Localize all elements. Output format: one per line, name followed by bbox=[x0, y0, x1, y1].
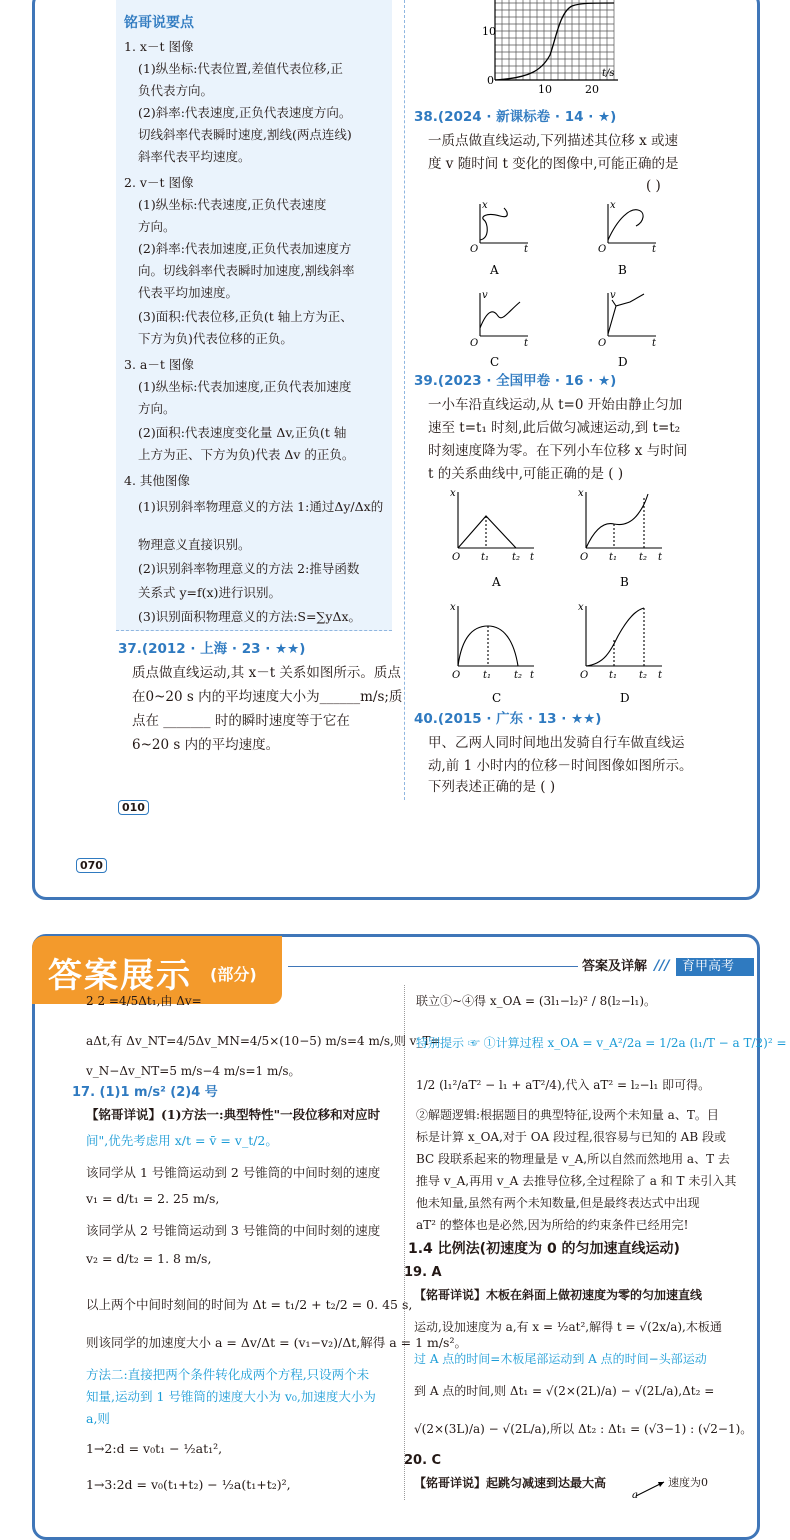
column-divider bbox=[404, 0, 405, 800]
tip-line: 切线斜率代表瞬时速度,割线(两点连线) bbox=[138, 127, 352, 142]
graph-x20-label: 20 bbox=[585, 83, 599, 96]
tip-line: 方向。 bbox=[138, 401, 176, 416]
tip-title: 铭哥说要点 bbox=[124, 15, 194, 31]
right-line-8: 他未知量,虽然有两个未知数量,但是最终表达式中出现 bbox=[416, 1196, 700, 1210]
page-number-inner: 010 bbox=[118, 800, 149, 815]
tip-line: 上方为正、下方为负)代表 Δv 的正负。 bbox=[138, 447, 355, 462]
q38-option-b: B bbox=[618, 263, 627, 277]
q38-option-a: A bbox=[490, 263, 499, 277]
q39-option-c: C bbox=[492, 691, 502, 705]
q20-arrow-diagram bbox=[630, 1476, 670, 1500]
q17-line-11: a,则 bbox=[86, 1411, 110, 1426]
tip-line: 物理意义直接识别。 bbox=[138, 537, 251, 552]
q17-line-13: 1→3:2d = v₀(t₁+t₂) − ½a(t₁+t₂)², bbox=[86, 1477, 291, 1492]
right-line-4: ②解题逻辑:根据题目的典型特征,设两个未知量 a、T。目 bbox=[416, 1108, 719, 1122]
graph-x0-label: 0 bbox=[487, 74, 494, 87]
tip-line: 方向。 bbox=[138, 219, 176, 234]
q38-head: 38.(2024 · 新课标卷 · 14 · ★) bbox=[414, 109, 617, 125]
q38d-t: t bbox=[652, 338, 657, 349]
q17-line-4: v₁ = d/t₁ = 2. 25 m/s, bbox=[86, 1191, 220, 1206]
q39-line-3: 时刻速度降为零。在下列小车位移 x 与时间 bbox=[428, 443, 688, 459]
q38-options bbox=[460, 198, 670, 373]
q39c-t2: t₂ bbox=[514, 670, 523, 681]
q39a-t1: t₁ bbox=[481, 552, 490, 563]
right-line-9: aT² 的整体也是必然,因为所给的约束条件已经用完! bbox=[416, 1218, 689, 1232]
q40-line-2: 动,前 1 小时内的位移－时间图像如图所示。 bbox=[428, 758, 693, 774]
right-line-3: 1/2 (l₁²/aT² − l₁ + aT²/4),代入 aT² = l₂−l₁ 即可得。 bbox=[416, 1078, 711, 1092]
q39a-o: O bbox=[452, 552, 461, 563]
tip-line: 2. v－t 图像 bbox=[124, 175, 194, 190]
q40-head: 40.(2015 · 广东 · 13 · ★★) bbox=[414, 711, 602, 727]
q20-a-label: a bbox=[632, 1490, 638, 1500]
q39-option-d: D bbox=[620, 691, 630, 705]
graph-y10-label: 10 bbox=[482, 25, 496, 38]
q37-xt-graph bbox=[470, 0, 630, 96]
q17-line-5: 该同学从 2 号锥筒运动到 3 号锥筒的中间时刻的速度 bbox=[86, 1223, 381, 1238]
q40-line-1: 甲、乙两人同时间地出发骑自行车做直线运 bbox=[428, 735, 685, 751]
q37-line: 在0~20 s 内的平均速度大小为______m/s;质 bbox=[132, 689, 403, 705]
left-line-3: v_N−Δv_NT=5 m/s−4 m/s=1 m/s。 bbox=[86, 1064, 301, 1078]
q39b-t1: t₁ bbox=[609, 552, 618, 563]
page-number-outer: 070 bbox=[76, 858, 107, 873]
graph-xunit-label: t/s bbox=[602, 68, 615, 79]
q39d-x: x bbox=[578, 602, 584, 613]
tip-line: 负代表方向。 bbox=[138, 83, 214, 98]
q39a-t2: t₂ bbox=[512, 552, 521, 563]
q39c-t: t bbox=[530, 670, 535, 681]
q17-line-3: 该同学从 1 号锥筒运动到 2 号锥筒的中间时刻的速度 bbox=[86, 1165, 381, 1180]
right-line-1: 联立①~④得 x_OA = (3l₁−l₂)² / 8(l₂−l₁)。 bbox=[416, 994, 657, 1008]
left-line-2: aΔt,有 Δv_NT=4/5Δv_MN=4/5×(10−5) m/s=4 m/s,则 v_T= bbox=[86, 1034, 441, 1048]
q17-line-7: 以上两个中间时刻间的时间为 Δt = t₁/2 + t₂/2 = 0. 45 s, bbox=[86, 1297, 413, 1312]
q17-line-1: 【铭哥详说】(1)方法一:典型特性"一段位移和对应时 bbox=[86, 1107, 381, 1122]
q39b-t: t bbox=[658, 552, 663, 563]
q39c-o: O bbox=[452, 670, 461, 681]
header-rule bbox=[288, 966, 578, 967]
right-line-6: BC 段联系起来的物理量是 v_A,所以自然而然地用 a、T 去 bbox=[416, 1152, 730, 1166]
q19-line-3: 过 A 点的时间=木板尾部运动到 A 点的时间−头部运动 bbox=[414, 1352, 707, 1366]
brand-slash-icon: /// bbox=[654, 958, 670, 974]
q19-line-2: 运动,设加速度为 a,有 x = ½at²,解得 t = √(2x/a),木板通 bbox=[414, 1320, 722, 1334]
q39-option-a: A bbox=[492, 575, 501, 589]
q39a-x: x bbox=[450, 488, 456, 499]
q39-line-2: 速至 t=t₁ 时刻,此后做匀减速运动,到 t=t₂ bbox=[428, 420, 681, 436]
xt-curve bbox=[495, 3, 614, 80]
q38-option-c: C bbox=[490, 355, 500, 369]
q39d-t2: t₂ bbox=[639, 670, 648, 681]
q38c-t: t bbox=[524, 338, 529, 349]
brand-text: 育甲高考 bbox=[682, 959, 735, 974]
q17-line-12: 1→2:d = v₀t₁ − ½at₁², bbox=[86, 1441, 223, 1456]
q17-line-6: v₂ = d/t₂ = 1. 8 m/s, bbox=[86, 1251, 212, 1266]
q38c-v: v bbox=[482, 290, 488, 301]
q39b-x: x bbox=[578, 488, 584, 499]
tip-line: 下方为负)代表位移的正负。 bbox=[138, 331, 293, 346]
tip-line: (2)识别斜率物理意义的方法 2:推导函数 bbox=[138, 561, 360, 576]
right-line-7: 推导 v_A,再用 v_A 去推导位移,全过程除了 a 和 T 未引入其 bbox=[416, 1174, 737, 1188]
left-line-1: 2 2 =4/5Δt₁,由 Δv= bbox=[86, 994, 202, 1008]
q39d-t: t bbox=[658, 670, 663, 681]
q38d-v: v bbox=[610, 290, 616, 301]
q39d-o: O bbox=[580, 670, 589, 681]
q38d-o: O bbox=[598, 338, 607, 349]
q38c-o: O bbox=[470, 338, 479, 349]
right-line-2: 特别提示 ☞ ①计算过程 x_OA = v_A²/2a = 1/2a (l₁/T − a T/2)² = bbox=[416, 1036, 787, 1050]
tip-line: (3)识别面积物理意义的方法:S=∑yΔx。 bbox=[138, 609, 362, 624]
q39c-t1: t₁ bbox=[483, 670, 492, 681]
q38a-o: O bbox=[470, 244, 479, 255]
q38b-t: t bbox=[652, 244, 657, 255]
q39d-t1: t₁ bbox=[609, 670, 618, 681]
q17-line-8: 则该同学的加速度大小 a = Δv/Δt = (v₁−v₂)/Δt,解得 a = 1 m/s²。 bbox=[86, 1335, 467, 1350]
q17-line-10: 知量,运动到 1 号锥筒的速度大小为 v₀,加速度大小为 bbox=[86, 1389, 376, 1404]
right-line-5: 标是计算 x_OA,对于 OA 段过程,很容易与已知的 AB 段或 bbox=[416, 1130, 726, 1144]
q39-option-b: B bbox=[620, 575, 629, 589]
q38-line-1: 一质点做直线运动,下列描述其位移 x 或速 bbox=[428, 133, 678, 149]
tip-line: (1)识别斜率物理意义的方法 1:通过Δy/Δx的 bbox=[138, 499, 384, 514]
tip-line: 3. a－t 图像 bbox=[124, 357, 194, 372]
section-title: 1.4 比例法(初速度为 0 的匀加速直线运动) bbox=[408, 1241, 680, 1257]
q39a-t: t bbox=[530, 552, 535, 563]
q38-option-d: D bbox=[618, 355, 628, 369]
banner-main-text: 答案展示 bbox=[48, 956, 192, 996]
q19-line-4: 到 A 点的时间,则 Δt₁ = √(2×(2L)/a) − √(2L/a),Δt₂ = bbox=[414, 1384, 715, 1398]
q19-line-1: 【铭哥详说】木板在斜面上做初速度为零的匀加速直线 bbox=[414, 1288, 703, 1302]
q38-line-2: 度 v 随时间 t 变化的图像中,可能正确的是 bbox=[428, 156, 679, 172]
q37-head: 37.(2012 · 上海 · 23 · ★★) bbox=[118, 641, 306, 657]
tip-line: (2)斜率:代表加速度,正负代表加速度方 bbox=[138, 241, 352, 256]
tip-line: 斜率代表平均速度。 bbox=[138, 149, 251, 164]
q20-side-label: 速度为0 bbox=[668, 1476, 708, 1489]
q38b-x: x bbox=[610, 200, 616, 211]
tip-line: (1)纵坐标:代表位置,差值代表位移,正 bbox=[138, 61, 343, 76]
q37-line: 6~20 s 内的平均速度。 bbox=[132, 737, 280, 753]
header-answer-title: 答案及详解 bbox=[582, 959, 648, 974]
answer-column-divider bbox=[404, 985, 405, 1500]
tip-line: (2)斜率:代表速度,正负代表速度方向。 bbox=[138, 105, 352, 120]
graph-x10-label: 10 bbox=[538, 83, 552, 96]
q39b-o: O bbox=[580, 552, 589, 563]
tip-line: (2)面积:代表速度变化量 Δv,正负(t 轴 bbox=[138, 425, 347, 440]
q20-line: 【铭哥详说】起跳匀减速到达最大高 bbox=[414, 1476, 607, 1490]
q17-head: 17. (1)1 m/s² (2)4 号 bbox=[72, 1085, 218, 1100]
q39-options bbox=[448, 486, 688, 708]
q38a-x: x bbox=[482, 200, 488, 211]
q17-line-9: 方法二:直接把两个条件转化成两个方程,只设两个未 bbox=[86, 1367, 370, 1382]
q19-head: 19. A bbox=[404, 1265, 442, 1280]
q39-line-1: 一小车沿直线运动,从 t=0 开始由静止匀加 bbox=[428, 397, 683, 413]
q38b-o: O bbox=[598, 244, 607, 255]
q40-line-3: 下列表述正确的是 ( ) bbox=[428, 779, 556, 795]
tip-line: 向。切线斜率代表瞬时加速度,割线斜率 bbox=[138, 263, 355, 278]
q38a-t: t bbox=[524, 244, 529, 255]
q37-line: 质点做直线运动,其 x－t 关系如图所示。质点 bbox=[132, 665, 401, 681]
tip-line: (1)纵坐标:代表加速度,正负代表加速度 bbox=[138, 379, 352, 394]
q37-line: 点在 _______ 时的瞬时速度等于它在 bbox=[132, 713, 350, 729]
tip-line: 1. x－t 图像 bbox=[124, 39, 194, 54]
q17-line-2: 间",优先考虑用 x/t = v̄ = v_t/2。 bbox=[86, 1133, 278, 1148]
q20-head: 20. C bbox=[404, 1453, 442, 1468]
tip-line: 关系式 y=f(x)进行识别。 bbox=[138, 585, 281, 600]
tip-line: (3)面积:代表位移,正负(t 轴上方为正、 bbox=[138, 309, 353, 324]
q39-head: 39.(2023 · 全国甲卷 · 16 · ★) bbox=[414, 373, 617, 389]
q38-line-3: ( ) bbox=[646, 178, 661, 194]
tip-line: 代表平均加速度。 bbox=[138, 285, 239, 300]
q39b-t2: t₂ bbox=[639, 552, 648, 563]
tip-line: 4. 其他图像 bbox=[124, 473, 190, 488]
q39-line-4: t 的关系曲线中,可能正确的是 ( ) bbox=[428, 466, 624, 482]
q19-line-5: √(2×(3L)/a) − √(2L/a),所以 Δt₂ : Δt₁ = (√3−1) : (√2−1)。 bbox=[414, 1422, 753, 1436]
q39c-x: x bbox=[450, 602, 456, 613]
tip-line: (1)纵坐标:代表速度,正负代表速度 bbox=[138, 197, 327, 212]
banner-sub-text: (部分) bbox=[210, 965, 257, 984]
